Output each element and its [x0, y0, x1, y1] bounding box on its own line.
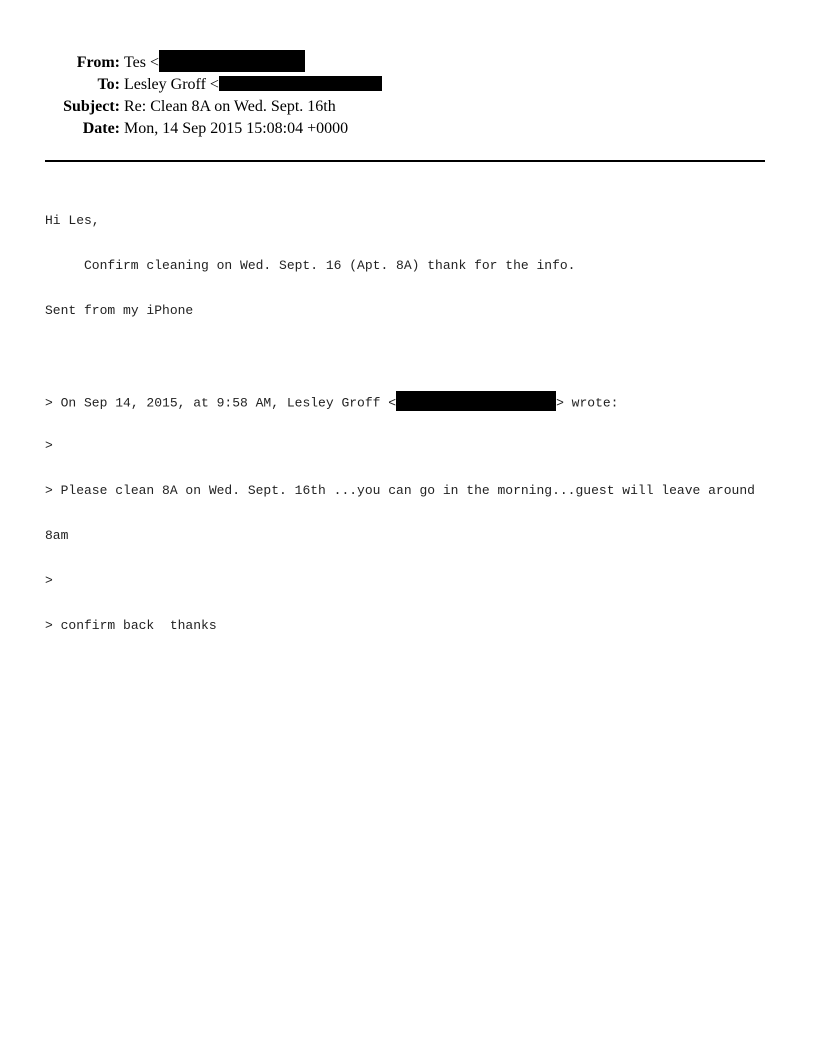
to-name: Lesley Groff < — [124, 76, 219, 93]
header-divider — [45, 160, 765, 162]
quote-header-line — [45, 393, 765, 411]
quote-line: > confirm back thanks — [45, 618, 217, 633]
quote-header-start: > On Sep 14, 2015, at 9:58 AM, Lesley Groff < — [45, 395, 397, 411]
subject-row — [0, 96, 816, 118]
quote-header-end: > wrote: — [556, 395, 619, 411]
quote-line-wrap: 8am — [45, 528, 69, 543]
quote-line: > — [45, 573, 53, 588]
to-value — [124, 74, 382, 96]
redacted-email-to — [219, 76, 382, 91]
date-row — [0, 118, 816, 140]
from-value — [124, 52, 305, 74]
from-label: From: — [76, 54, 120, 71]
date-label: Date: — [82, 120, 120, 137]
redacted-email-from — [159, 50, 305, 72]
greeting-line: Hi Les, — [45, 213, 100, 228]
blank-line — [45, 348, 765, 363]
to-row — [0, 74, 816, 96]
subject-value: Re: Clean 8A on Wed. Sept. 16th — [124, 98, 336, 115]
email-body — [45, 183, 765, 648]
quote-line: > — [45, 438, 53, 453]
from-row — [0, 52, 816, 74]
redacted-email-quote — [396, 391, 556, 411]
from-name: Tes < — [124, 54, 160, 71]
subject-label: Subject: — [63, 98, 120, 115]
date-value: Mon, 14 Sep 2015 15:08:04 +0000 — [124, 120, 349, 137]
signature-line: Sent from my iPhone — [45, 303, 194, 318]
quote-line: > Please clean 8A on Wed. Sept. 16th ...you can go in the morning...guest will leave around — [45, 483, 755, 498]
to-label: To: — [97, 76, 120, 93]
body-line: Confirm cleaning on Wed. Sept. 16 (Apt. 8A) thank for the info. — [84, 258, 576, 273]
